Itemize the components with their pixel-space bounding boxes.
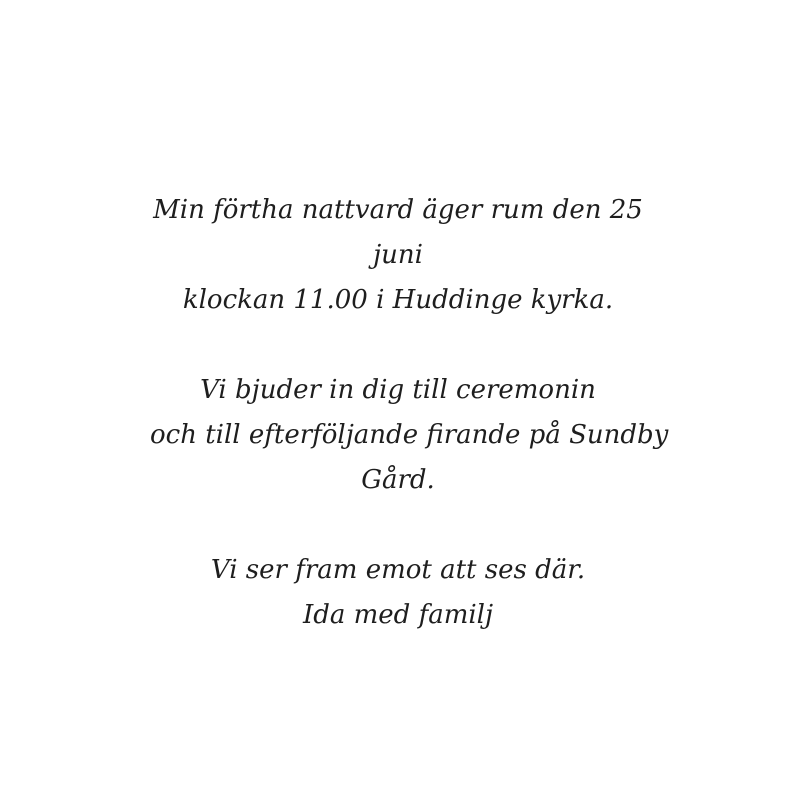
paragraph-closing — [150, 548, 646, 638]
invitation-line: Vi bjuder in dig till ceremonin — [200, 375, 596, 405]
invitation-line: Vi ser fram emot att ses där. — [210, 555, 586, 585]
invitation-line: Gård. — [361, 465, 435, 495]
paragraph-spacer — [150, 503, 646, 548]
invitation-line: och till efterföljande firande på Sundby — [150, 420, 669, 450]
invitation-line: juni — [373, 240, 423, 270]
invitation-line: klockan 11.00 i Huddinge kyrka. — [182, 285, 614, 315]
paragraph-ceremony-time — [150, 188, 646, 323]
paragraph-invitation — [150, 368, 669, 503]
invitation-text — [150, 188, 669, 638]
signature-line: Ida med familj — [302, 600, 494, 630]
invitation-line: Min förtha nattvard äger rum den 25 — [153, 195, 643, 225]
paragraph-spacer — [150, 323, 646, 368]
